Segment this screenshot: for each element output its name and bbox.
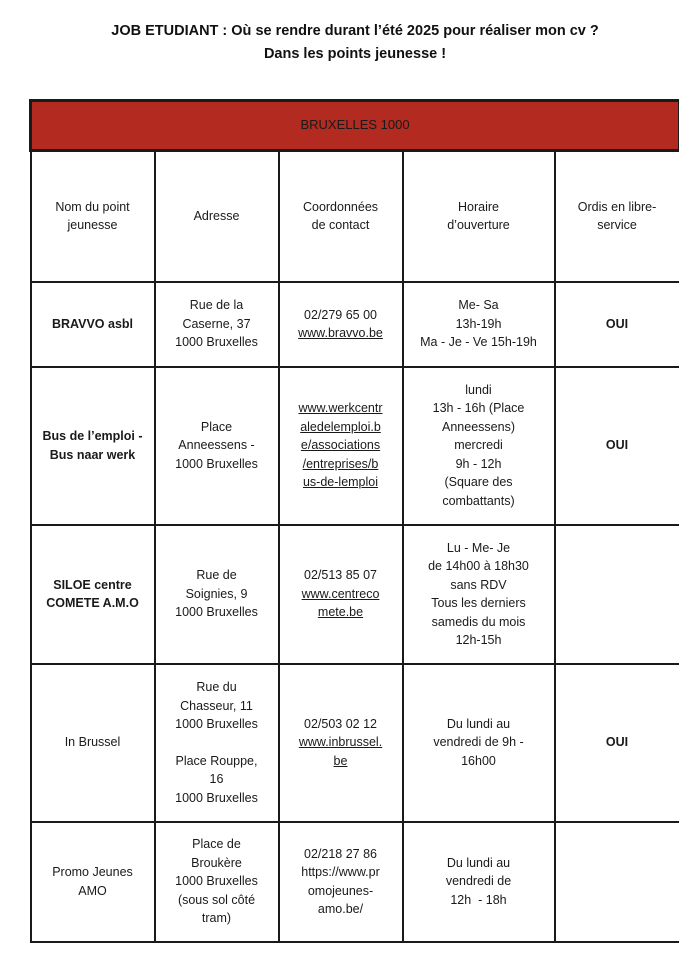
header-name: Nom du point jeunesse — [31, 151, 155, 282]
point-hours: Lu - Me- Je de 14h00 à 18h30 sans RDV Tous les derniers samedis du mois 12h-15h — [403, 525, 555, 664]
header-address: Adresse — [155, 151, 279, 282]
point-hours: Du lundi au vendredi de 12h - 18h — [403, 822, 555, 942]
computers-available: OUI — [555, 367, 679, 525]
point-name: BRAVVO asbl — [31, 282, 155, 367]
region-banner-row — [31, 101, 679, 151]
point-name: In Brussel — [31, 664, 155, 822]
header-hours: Horaire d’ouverture — [403, 151, 555, 282]
title-line-2: Dans les points jeunesse ! — [263, 46, 447, 62]
computers-available: OUI — [555, 664, 679, 822]
website-text[interactable]: https://www.pr omojeunes- amo.be/ — [301, 865, 380, 916]
website-link[interactable]: www.werkcentr aledelemploi.b e/associations /entreprises/b us-de-lemploi — [298, 401, 383, 490]
point-hours: Du lundi au vendredi de 9h - 16h00 — [403, 664, 555, 822]
point-contact — [279, 282, 403, 367]
website-link[interactable]: www.bravvo.be — [298, 326, 383, 340]
title-line-1: JOB ETUDIANT : Où se rendre durant l’été 2025 pour réaliser mon cv ? — [111, 23, 599, 39]
table-row — [31, 282, 679, 367]
point-contact — [279, 822, 403, 942]
website-link[interactable]: www.inbrussel. be — [298, 735, 383, 768]
header-computers: Ordis en libre-service — [555, 151, 679, 282]
point-address: Rue de Soignies, 9 1000 Bruxelles — [155, 525, 279, 664]
phone-number: 02/218 27 86 — [304, 846, 377, 861]
point-address: Place Anneessens - 1000 Bruxelles — [155, 367, 279, 525]
table-row — [31, 367, 679, 525]
point-contact — [279, 367, 403, 525]
point-address: Rue du Chasseur, 11 1000 Bruxelles Place Rouppe, 16 1000 Bruxelles — [155, 664, 279, 822]
youth-points-table — [29, 99, 679, 943]
point-hours: lundi 13h - 16h (Place Anneessens) mercredi 9h - 12h (Square des combattants) — [403, 367, 555, 525]
table-row — [31, 664, 679, 822]
page-title — [0, 20, 679, 66]
computers-available: OUI — [555, 282, 679, 367]
phone-number: 02/279 65 00 — [304, 307, 377, 322]
header-row — [31, 151, 679, 282]
table-row — [31, 525, 679, 664]
point-contact — [279, 525, 403, 664]
point-address: Place de Broukère 1000 Bruxelles (sous sol côté tram) — [155, 822, 279, 942]
point-name: Bus de l’emploi - Bus naar werk — [31, 367, 155, 525]
phone-number: 02/503 02 12 — [304, 716, 377, 731]
point-address: Rue de la Caserne, 37 1000 Bruxelles — [155, 282, 279, 367]
region-banner: BRUXELLES 1000 — [31, 101, 679, 151]
point-contact — [279, 664, 403, 822]
table-row — [31, 822, 679, 942]
computers-available — [555, 822, 679, 942]
website-link[interactable]: www.centreco mete.be — [301, 586, 380, 620]
point-name: SILOE centre COMETE A.M.O — [31, 525, 155, 664]
address-spacer — [162, 734, 272, 752]
point-hours: Me- Sa 13h-19h Ma - Je - Ve 15h-19h — [403, 282, 555, 367]
point-name: Promo Jeunes AMO — [31, 822, 155, 942]
header-contact: Coordonnées de contact — [279, 151, 403, 282]
computers-available — [555, 525, 679, 664]
phone-number: 02/513 85 07 — [304, 568, 377, 583]
